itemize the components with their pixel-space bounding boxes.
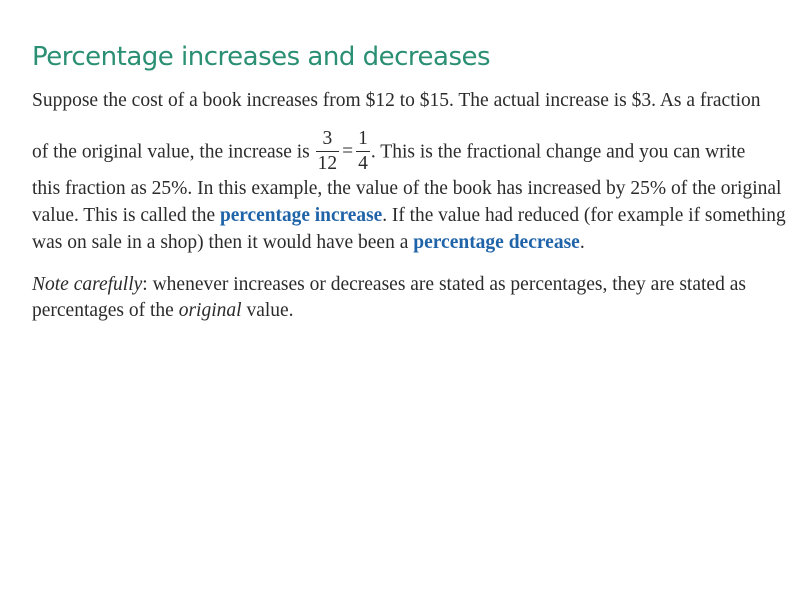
paragraph-line-3 [32, 179, 781, 199]
text-span: . This is the fractional change and you can write [370, 141, 746, 163]
original-word: original [178, 300, 242, 321]
text-span: : whenever increases or decreases are stated as percentages, they are stated as [142, 274, 746, 295]
equals-sign: = [342, 141, 354, 163]
note-label: Note carefully [32, 274, 143, 295]
fraction-numerator: 1 [356, 129, 370, 152]
text-span: of the original value, the increase is [32, 141, 315, 163]
section-heading: Percentage increases and decreases [32, 42, 491, 72]
text-span: . If the value had reduced (for example if something [382, 205, 786, 226]
fraction-three-twelfths [316, 129, 340, 173]
note-line-1 [32, 275, 746, 295]
text-span: percentages of the [32, 300, 179, 321]
text-span: . [579, 232, 585, 253]
fraction-numerator: 3 [316, 129, 340, 152]
fraction-one-quarter [356, 129, 370, 173]
paragraph-line-2 [32, 128, 746, 175]
term-percentage-increase: percentage increase [219, 205, 383, 226]
fraction-denominator: 12 [317, 152, 338, 174]
paragraph-line-4 [32, 206, 786, 226]
fraction-denominator: 4 [358, 152, 368, 174]
paragraph-line-1 [32, 91, 761, 111]
paragraph-line-5 [32, 233, 585, 253]
text-span: Suppose the cost of a book increases from $12 to $15. The actual increase is $3. As a fraction [32, 90, 761, 111]
text-span: was on sale in a shop) then it would have been a [32, 232, 414, 253]
text-span: value. [241, 300, 294, 321]
note-line-2 [32, 301, 294, 321]
text-span: this fraction as 25%. In this example, the value of the book has increased by 25% of the original [32, 178, 782, 199]
term-percentage-decrease: percentage decrease [413, 232, 580, 253]
text-span: value. This is called the [32, 205, 220, 226]
